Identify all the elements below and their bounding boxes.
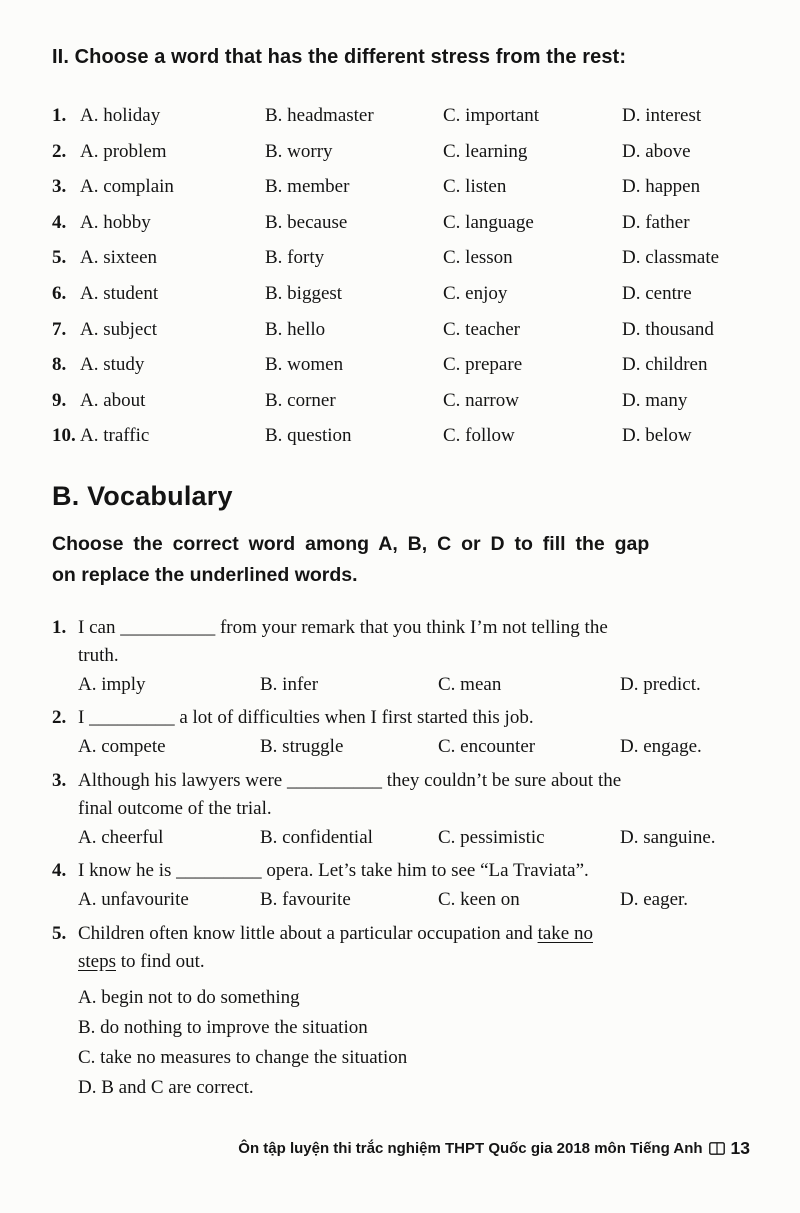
stress-row [52,276,750,312]
item-number: 1. [52,105,67,126]
vocab-question-2 [52,704,750,763]
option-d: D. father [622,211,690,233]
question-body [78,920,750,1103]
item-number: 4. [52,211,67,233]
option-c: C. pessimistic [438,826,545,848]
question-body [78,767,750,854]
option-b: B. favourite [260,889,351,911]
option-a: A. begin not to do something [78,986,300,1008]
option-a: A. hobby [80,211,151,233]
vocabulary-instruction [52,529,750,591]
option-d: D. thousand [622,318,714,340]
question-text-plain: to find out. [116,950,205,972]
option-b: B. headmaster [265,105,374,126]
option-a: A. unfavourite [78,889,189,911]
stress-row [52,169,750,205]
option-a: A. holiday [80,105,161,126]
option-a: A. study [80,354,145,376]
question-body [78,614,750,701]
vocab-question-3 [52,767,750,854]
item-number: 2. [52,140,67,162]
option-d: D. centre [622,282,692,304]
option-d: D. eager. [620,889,689,911]
option-d: D. interest [622,105,702,126]
option-c: C. language [443,211,534,233]
stress-cell-a [52,134,265,170]
question-number: 3. [52,769,67,791]
option-b: B. biggest [265,282,343,304]
stress-row [52,98,750,134]
question-number: 1. [52,616,67,638]
option-b: B. forty [265,247,325,269]
question-text: I can __________ from your remark that you think I’m not telling the [78,616,608,638]
option-b: B. hello [265,318,326,340]
answer-options [78,885,750,916]
item-number: 3. [52,176,67,198]
vocabulary-question-list [52,614,750,1103]
question-text: I know he is _________ opera. Let’s take him to see “La Traviata”. [78,860,589,882]
stress-row [52,418,750,454]
option-a: A. cheerful [78,826,164,848]
option-b: B. confidential [260,826,373,848]
option-d: D. predict. [620,673,701,695]
stress-row [52,205,750,241]
option-a: A. complain [80,176,174,198]
option-c: C. lesson [443,247,513,269]
underlined-phrase: take no [537,922,593,944]
item-number: 8. [52,354,67,376]
answer-options [78,670,750,701]
instruction-line: Choose the correct word among A, B, C or D to fill the gap [52,532,650,555]
answer-options [78,823,750,854]
question-number: 2. [52,707,67,729]
stress-cell-a [52,98,265,134]
option-a: A. sixteen [80,247,158,269]
question-number: 4. [52,860,67,882]
answer-options [78,732,750,763]
footer-text: Ôn tập luyện thi trắc nghiệm THPT Quốc gia 2018 môn Tiếng Anh [238,1140,703,1157]
option-b: B. worry [265,140,333,162]
item-number: 9. [52,389,67,411]
stress-cell-a [52,205,265,241]
option-c: C. mean [438,673,502,695]
option-c: C. important [443,105,540,126]
option-a: A. compete [78,736,166,758]
stress-row [52,134,750,170]
option-b: B. because [265,211,348,233]
option-b: B. women [265,354,344,376]
option-c: C. teacher [443,318,521,340]
option-c: C. narrow [443,389,519,411]
option-d: D. happen [622,176,701,198]
question-body [78,704,750,763]
option-b: B. infer [260,673,319,695]
option-b: B. do nothing to improve the situation [78,1016,368,1038]
question-text: truth. [78,644,119,666]
stress-row [52,347,750,383]
option-d: D. children [622,354,708,376]
option-c: C. encounter [438,736,536,758]
option-c: C. listen [443,176,507,198]
option-d: D. above [622,140,691,162]
option-a: A. about [80,389,146,411]
option-c: C. follow [443,425,515,447]
question-body [78,857,750,916]
option-a: A. imply [78,673,146,695]
stress-exercise-table [52,98,750,454]
book-icon [709,1142,725,1155]
item-number: 5. [52,247,67,269]
question-text: I _________ a lot of difficulties when I first started this job. [78,707,534,729]
stress-cell-a [52,169,265,205]
stress-cell-a [52,312,265,348]
item-number: 7. [52,318,67,340]
stress-row [52,240,750,276]
answer-options-vertical [78,983,750,1103]
question-text: final outcome of the trial. [78,797,272,819]
vocab-question-1 [52,614,750,701]
stress-cell-a [52,418,265,454]
stress-cell-a [52,240,265,276]
option-d: D. sanguine. [620,826,716,848]
item-number: 10. [52,425,76,447]
question-number: 5. [52,922,67,944]
page-number: 13 [730,1138,750,1158]
question-text: Although his lawyers were __________ they couldn’t be sure about the [78,769,622,791]
option-b: B. corner [265,389,336,411]
vocabulary-section-heading: B. Vocabulary [52,480,233,511]
option-c: C. keen on [438,889,520,911]
item-number: 6. [52,282,67,304]
question-text [78,948,750,976]
underlined-phrase: steps [78,950,116,972]
option-a: A. student [80,282,159,304]
stress-cell-a [52,347,265,383]
stress-row [52,312,750,348]
question-text-plain: Children often know little about a particular occupation and [78,922,538,944]
question-text [78,920,750,948]
option-d: D. classmate [622,247,720,269]
option-d: D. many [622,389,688,411]
stress-cell-a [52,276,265,312]
vocab-question-5 [52,920,750,1103]
section-title: II. Choose a word that has the different stress from the rest: [52,46,627,68]
option-c: C. learning [443,140,528,162]
option-b: B. member [265,176,350,198]
option-c: C. enjoy [443,282,508,304]
option-d: D. below [622,425,692,447]
option-a: A. subject [80,318,158,340]
option-b: B. struggle [260,736,344,758]
vocab-question-4 [52,857,750,916]
option-b: B. question [265,425,352,447]
option-a: A. traffic [80,425,150,447]
instruction-line: on replace the underlined words. [52,563,358,586]
option-c: C. prepare [443,354,523,376]
stress-cell-a [52,383,265,419]
page-footer [238,1138,750,1159]
option-d: D. B and C are correct. [78,1076,254,1098]
option-d: D. engage. [620,736,702,758]
stress-row [52,383,750,419]
option-a: A. problem [80,140,167,162]
option-c: C. take no measures to change the situation [78,1046,408,1068]
